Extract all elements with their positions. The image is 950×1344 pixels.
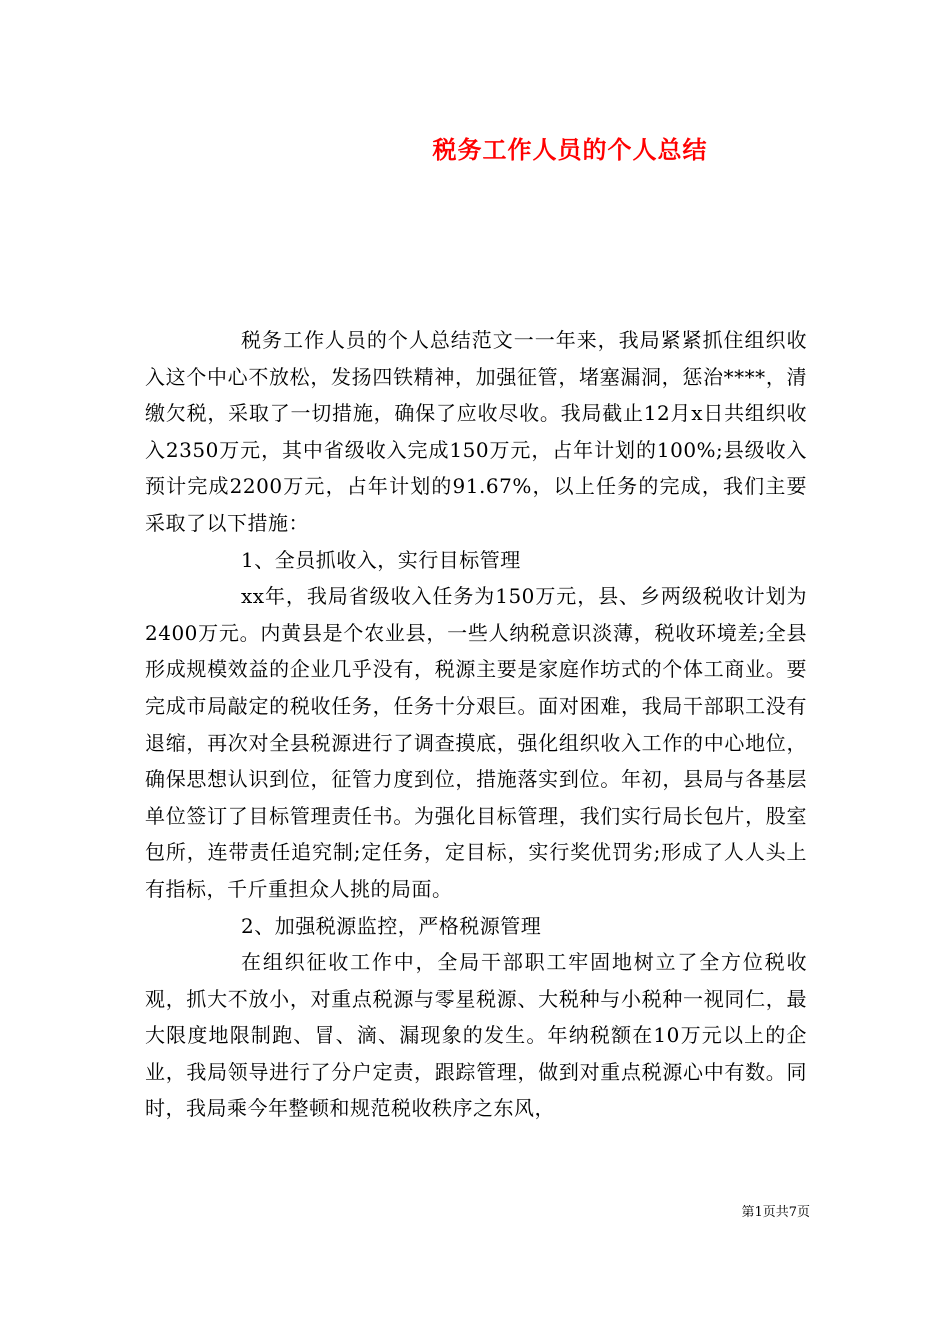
paragraph-section-2: 在组织征收工作中，全局干部职工牢固地树立了全方位税收观，抓大不放小，对重点税源与零星税源、大税种与小税种一视同仁，最大限度地限制跑、冒、滴、漏现象的发生。年纳税额在10万元以上的企业，我局领导进行了分户定责，跟踪管理，做到对重点税源心中有数。同时，我局乘今年整顿和规范税收秩序之东风，	[145, 950, 807, 1121]
page-number-footer: 第1页共7页	[741, 1205, 810, 1220]
section-heading-2: 2、加强税源监控，严格税源管理	[241, 913, 542, 938]
section-heading-1: 1、全员抓收入，实行目标管理	[241, 547, 521, 572]
paragraph-intro: 税务工作人员的个人总结范文一一年来，我局紧紧抓住组织收入这个中心不放松，发扬四铁精神，加强征管，堵塞漏洞，惩治****，清缴欠税，采取了一切措施，确保了应收尽收。我局截止12月x日共组织收入2350万元，其中省级收入完成150万元，占年计划的100%;县级收入预计完成2200万元，占年计划的91.67%，以上任务的完成，我们主要采取了以下措施：	[145, 328, 807, 535]
paragraph-section-1: xx年，我局省级收入任务为150万元，县、乡两级税收计划为2400万元。内黄县是个农业县，一些人纳税意识淡薄，税收环境差;全县形成规模效益的企业几乎没有，税源主要是家庭作坊式的个体工商业。要完成市局敲定的税收任务，任务十分艰巨。面对困难，我局干部职工没有退缩，再次对全县税源进行了调查摸底，强化组织收入工作的中心地位，确保思想认识到位，征管力度到位，措施落实到位。年初，县局与各基层单位签订了目标管理责任书。为强化目标管理，我们实行局长包片，股室包所，连带责任追究制;定任务，定目标，实行奖优罚劣;形成了人人头上有指标，千斤重担众人挑的局面。	[145, 584, 807, 901]
page-title: 税务工作人员的个人总结	[432, 135, 708, 164]
document-body	[145, 322, 807, 1127]
